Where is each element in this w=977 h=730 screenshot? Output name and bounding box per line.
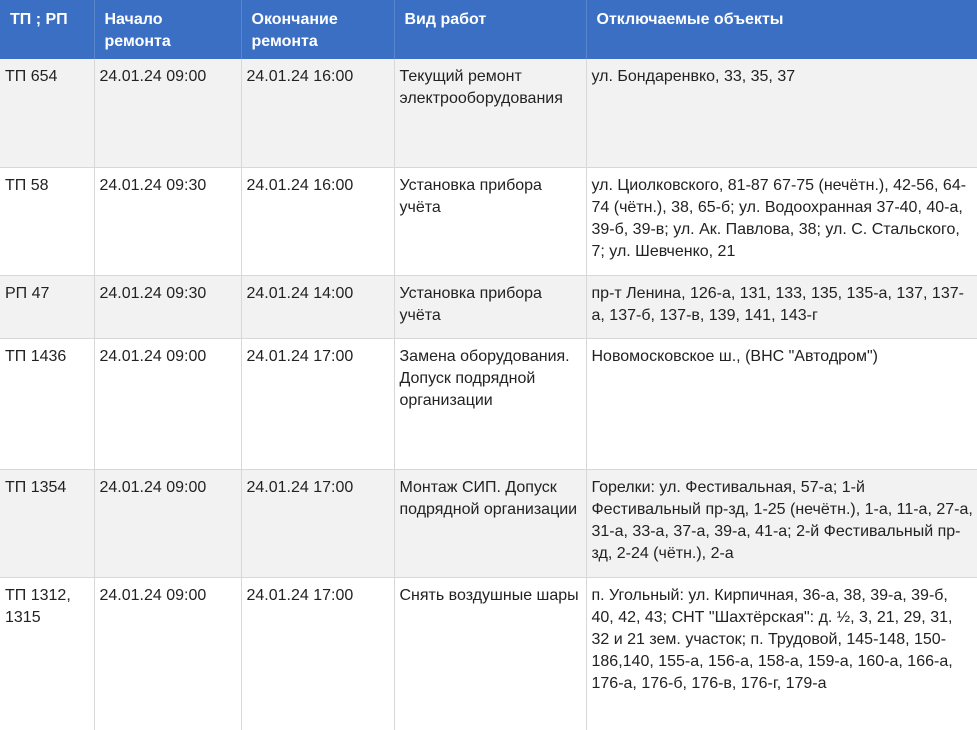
cell-end: 24.01.24 17:00 [241, 338, 394, 469]
cell-tp: ТП 1436 [0, 338, 94, 469]
cell-tp: РП 47 [0, 275, 94, 338]
cell-end: 24.01.24 17:00 [241, 577, 394, 730]
header-start: Начало ремонта [94, 0, 241, 59]
cell-start: 24.01.24 09:30 [94, 167, 241, 275]
header-tp-rp: ТП ; РП [0, 0, 94, 59]
cell-objects: ул. Циолковского, 81-87 67-75 (нечётн.), 42-56, 64-74 (чётн.), 38, 65-б; ул. Водоохранная 37-40, 40-а, 39-б, 39-в; ул. Ак. Павлова, 38; ул. С. Стальского, 7; ул. Шевченко, 21 [586, 167, 977, 275]
cell-start: 24.01.24 09:00 [94, 59, 241, 167]
table-row [0, 338, 977, 469]
cell-work: Замена оборудования. Допуск подрядной организации [394, 338, 586, 469]
table-row [0, 275, 977, 338]
cell-objects: п. Угольный: ул. Кирпичная, 36-а, 38, 39-а, 39-б, 40, 42, 43; СНТ "Шахтёрская": д. ½, 3, 21, 29, 31, 32 и 21 зем. участок; п. Трудовой, 145-148, 150-186,140, 155-а, 156-а, 158-а, 159-а, 160-а, 166-а, 176-а, 176-б, 176-в, 176-г, 179-а [586, 577, 977, 730]
cell-tp: ТП 1312, 1315 [0, 577, 94, 730]
cell-end: 24.01.24 14:00 [241, 275, 394, 338]
cell-work: Монтаж СИП. Допуск подрядной организации [394, 469, 586, 577]
header-work-type: Вид работ [394, 0, 586, 59]
cell-work: Установка прибора учёта [394, 167, 586, 275]
cell-end: 24.01.24 16:00 [241, 59, 394, 167]
cell-work: Снять воздушные шары [394, 577, 586, 730]
cell-tp: ТП 654 [0, 59, 94, 167]
table-row [0, 59, 977, 167]
cell-tp: ТП 1354 [0, 469, 94, 577]
cell-objects: Горелки: ул. Фестивальная, 57-а; 1-й Фестивальный пр-зд, 1-25 (нечётн.), 1-а, 11-а, 27-а, 31-а, 33-а, 37-а, 39-а, 41-а; 2-й Фестивальный пр-зд, 2-24 (чётн.), 2-а [586, 469, 977, 577]
cell-objects: пр-т Ленина, 126-а, 131, 133, 135, 135-а, 137, 137-а, 137-б, 137-в, 139, 141, 143-г [586, 275, 977, 338]
cell-work: Текущий ремонт электрооборудования [394, 59, 586, 167]
cell-start: 24.01.24 09:30 [94, 275, 241, 338]
cell-end: 24.01.24 16:00 [241, 167, 394, 275]
cell-objects: Новомосковское ш., (ВНС "Автодром") [586, 338, 977, 469]
table-header-row [0, 0, 977, 59]
cell-start: 24.01.24 09:00 [94, 338, 241, 469]
table-row [0, 469, 977, 577]
table-row [0, 577, 977, 730]
header-end: Окончание ремонта [241, 0, 394, 59]
cell-tp: ТП 58 [0, 167, 94, 275]
cell-end: 24.01.24 17:00 [241, 469, 394, 577]
header-objects: Отключаемые объекты [586, 0, 977, 59]
cell-work: Установка прибора учёта [394, 275, 586, 338]
cell-objects: ул. Бондаренвко, 33, 35, 37 [586, 59, 977, 167]
cell-start: 24.01.24 09:00 [94, 469, 241, 577]
table-row [0, 167, 977, 275]
cell-start: 24.01.24 09:00 [94, 577, 241, 730]
